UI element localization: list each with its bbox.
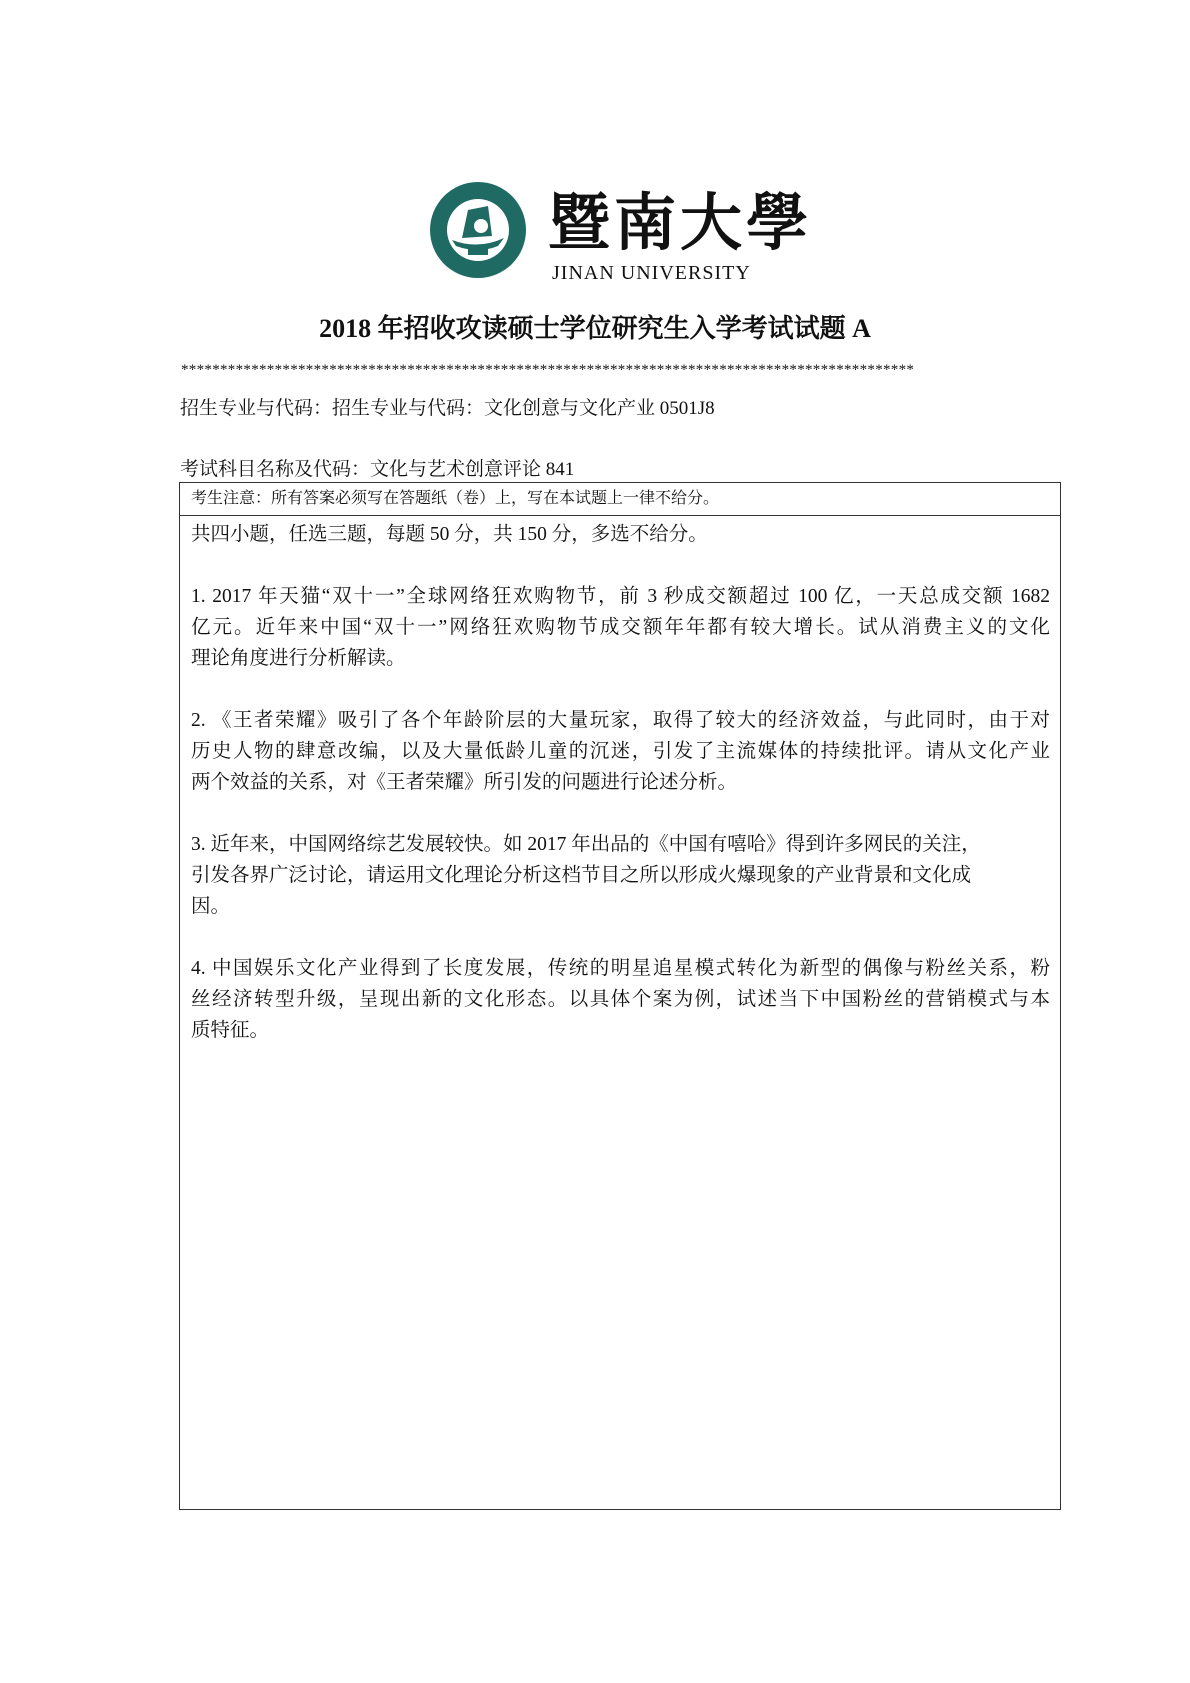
candidate-notice: 考生注意：所有答案必须写在答题纸（卷）上，写在本试题上一律不给分。	[180, 483, 1060, 516]
question-line: 因。	[191, 896, 231, 917]
major-code-line: 招生专业与代码：招生专业与代码：文化创意与文化产业 0501J8	[180, 398, 715, 419]
question-line: 亿元。近年来中国“双十一”网络狂欢购物节成交额年年都有较大增长。试从消费主义的文化	[191, 617, 1050, 638]
question-line: 丝经济转型升级，呈现出新的文化形态。以具体个案为例，试述当下中国粉丝的营销模式与本	[191, 989, 1050, 1010]
question-line: 两个效益的关系，对《王者荣耀》所引发的问题进行论述分析。	[191, 772, 738, 793]
university-name-chinese: 暨南大學	[548, 186, 813, 259]
university-name-english: JINAN UNIVERSITY	[552, 262, 751, 284]
question-line: 3. 近年来，中国网络综艺发展较快。如 2017 年出品的《中国有嘻哈》得到许多网民的关注，	[191, 834, 981, 855]
separator-line: **********************************************************************************************	[181, 362, 915, 378]
exam-title: 2018 年招收攻读硕士学位研究生入学考试试题 A	[319, 314, 871, 343]
question-box	[179, 482, 1061, 1510]
question-line: 4. 中国娱乐文化产业得到了长度发展，传统的明星追星模式转化为新型的偶像与粉丝关系，粉	[191, 958, 1050, 979]
instructions: 共四小题，任选三题，每题 50 分，共 150 分，多选不给分。	[191, 524, 708, 545]
question-1	[191, 581, 1050, 674]
question-line: 引发各界广泛讨论，请运用文化理论分析这档节目之所以形成火爆现象的产业背景和文化成	[191, 865, 972, 886]
question-4	[191, 953, 1050, 1046]
question-3	[191, 829, 1050, 922]
university-seal-logo	[428, 180, 528, 280]
question-line: 1. 2017 年天猫“双十一”全球网络狂欢购物节，前 3 秒成交额超过 100 亿，一天总成交额 1682	[191, 586, 1050, 607]
question-line: 质特征。	[191, 1020, 270, 1041]
question-2	[191, 705, 1050, 798]
subject-code-line: 考试科目名称及代码：文化与艺术创意评论 841	[180, 459, 575, 480]
question-line: 历史人物的肆意改编，以及大量低龄儿童的沉迷，引发了主流媒体的持续批评。请从文化产业	[191, 741, 1050, 762]
question-line: 2. 《王者荣耀》吸引了各个年龄阶层的大量玩家，取得了较大的经济效益，与此同时，由于对	[191, 710, 1050, 731]
question-line: 理论角度进行分析解读。	[191, 648, 406, 669]
questions-content	[191, 519, 1050, 1046]
